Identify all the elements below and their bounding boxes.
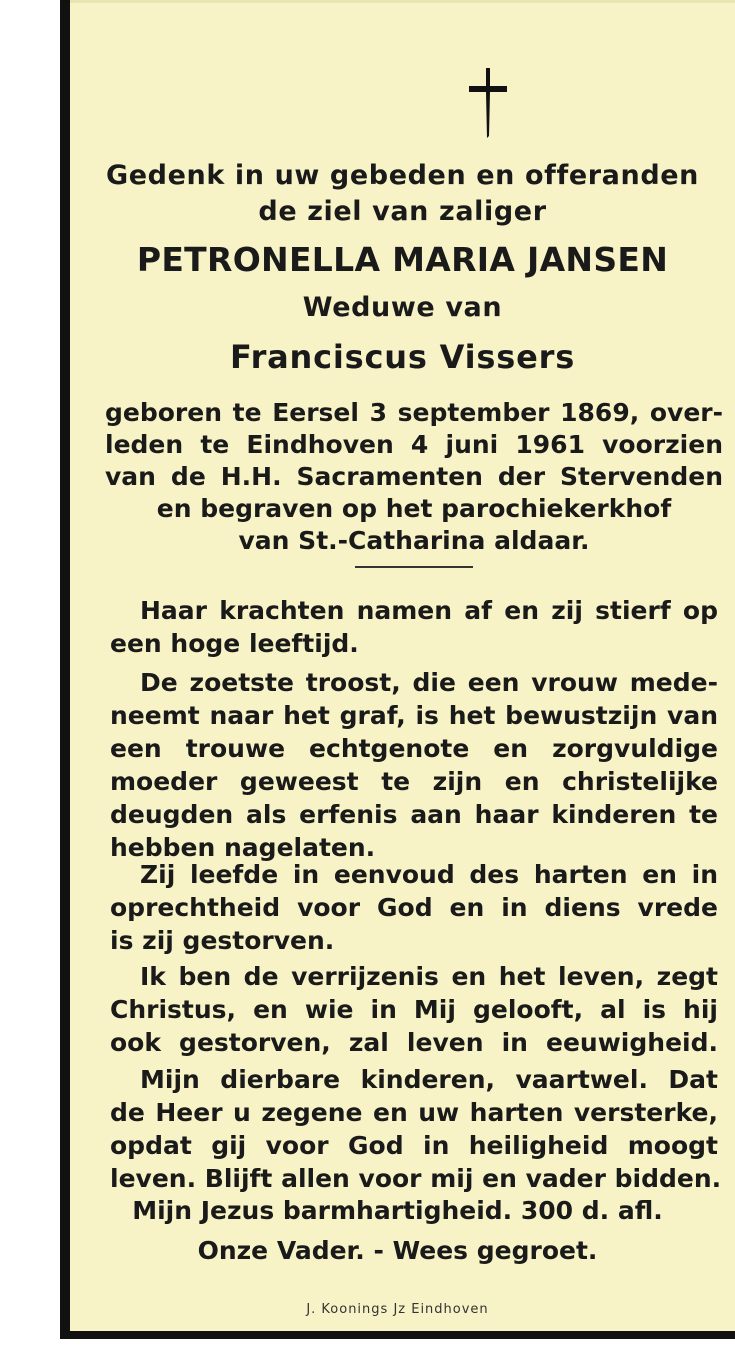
paragraph-line: Haar krachten namen af en zij stierf op — [140, 596, 718, 625]
paragraph-line: Zij leefde in eenvoud des harten en in — [140, 860, 718, 889]
card-edge — [70, 0, 735, 3]
paragraph-line: een trouwe echtgenote en zorgvuldige — [110, 734, 718, 763]
intro-line-1: Gedenk in uw gebeden en offeranden — [106, 160, 699, 191]
bio-line: leden te Eindhoven 4 juni 1961 voorzien — [105, 430, 723, 459]
paragraph-4 — [110, 960, 718, 1059]
paragraph-line: De zoetste troost, die een vrouw mede- — [140, 668, 718, 697]
bio-line: van St.-Catharina aldaar. — [238, 526, 590, 555]
paragraph-line: deugden als erfenis aan haar kinderen te — [110, 800, 718, 829]
paragraph-line: Christus, en wie in Mij gelooft, al is hij — [110, 995, 718, 1024]
divider — [355, 566, 473, 568]
paragraph-5 — [110, 1063, 722, 1195]
deceased-name: PETRONELLA MARIA JANSEN — [136, 240, 669, 279]
bio-line: en begraven op het parochiekerkhof — [156, 494, 672, 523]
paragraph-line: leven. Blijft allen voor mij en vader bidden. — [110, 1164, 722, 1193]
paragraph-line: hebben nagelaten. — [110, 833, 376, 862]
paragraph-line: is zij gestorven. — [110, 926, 335, 955]
prayers-line: Onze Vader. - Wees gegroet. — [197, 1236, 598, 1265]
paragraph-3 — [110, 858, 718, 957]
intro-line-2: de ziel van zaliger — [258, 196, 547, 227]
indulgence-line: Mijn Jezus barmhartigheid. 300 d. afl. — [132, 1196, 663, 1225]
paragraph-2 — [110, 666, 718, 864]
cross-icon — [465, 66, 511, 140]
bio-line: geboren te Eersel 3 september 1869, over- — [105, 398, 723, 427]
paragraph-line: opdat gij voor God in heiligheid moogt — [110, 1131, 718, 1160]
paragraph-line: Ik ben de verrijzenis en het leven, zegt — [140, 962, 718, 991]
paragraph-line: ook gestorven, zal leven in eeuwigheid. — [110, 1028, 718, 1057]
paragraph-line: Mijn dierbare kinderen, vaartwel. Dat — [140, 1065, 718, 1094]
paragraph-line: een hoge leeftijd. — [110, 629, 359, 658]
paragraph-line: de Heer u zegene en uw harten versterke, — [110, 1098, 718, 1127]
paragraph-1 — [110, 594, 718, 660]
printer-credit: J. Koonings Jz Eindhoven — [306, 1302, 489, 1317]
paragraph-line: moeder geweest te zijn en christelijke — [110, 767, 718, 796]
bio-line: van de H.H. Sacramenten der Stervenden — [105, 462, 723, 491]
paragraph-line: oprechtheid voor God en in diens vrede — [110, 893, 718, 922]
relation-text: Weduwe van — [302, 292, 503, 323]
paragraph-line: neemt naar het graf, is het bewustzijn van — [110, 701, 718, 730]
spouse-name: Franciscus Vissers — [229, 338, 576, 376]
